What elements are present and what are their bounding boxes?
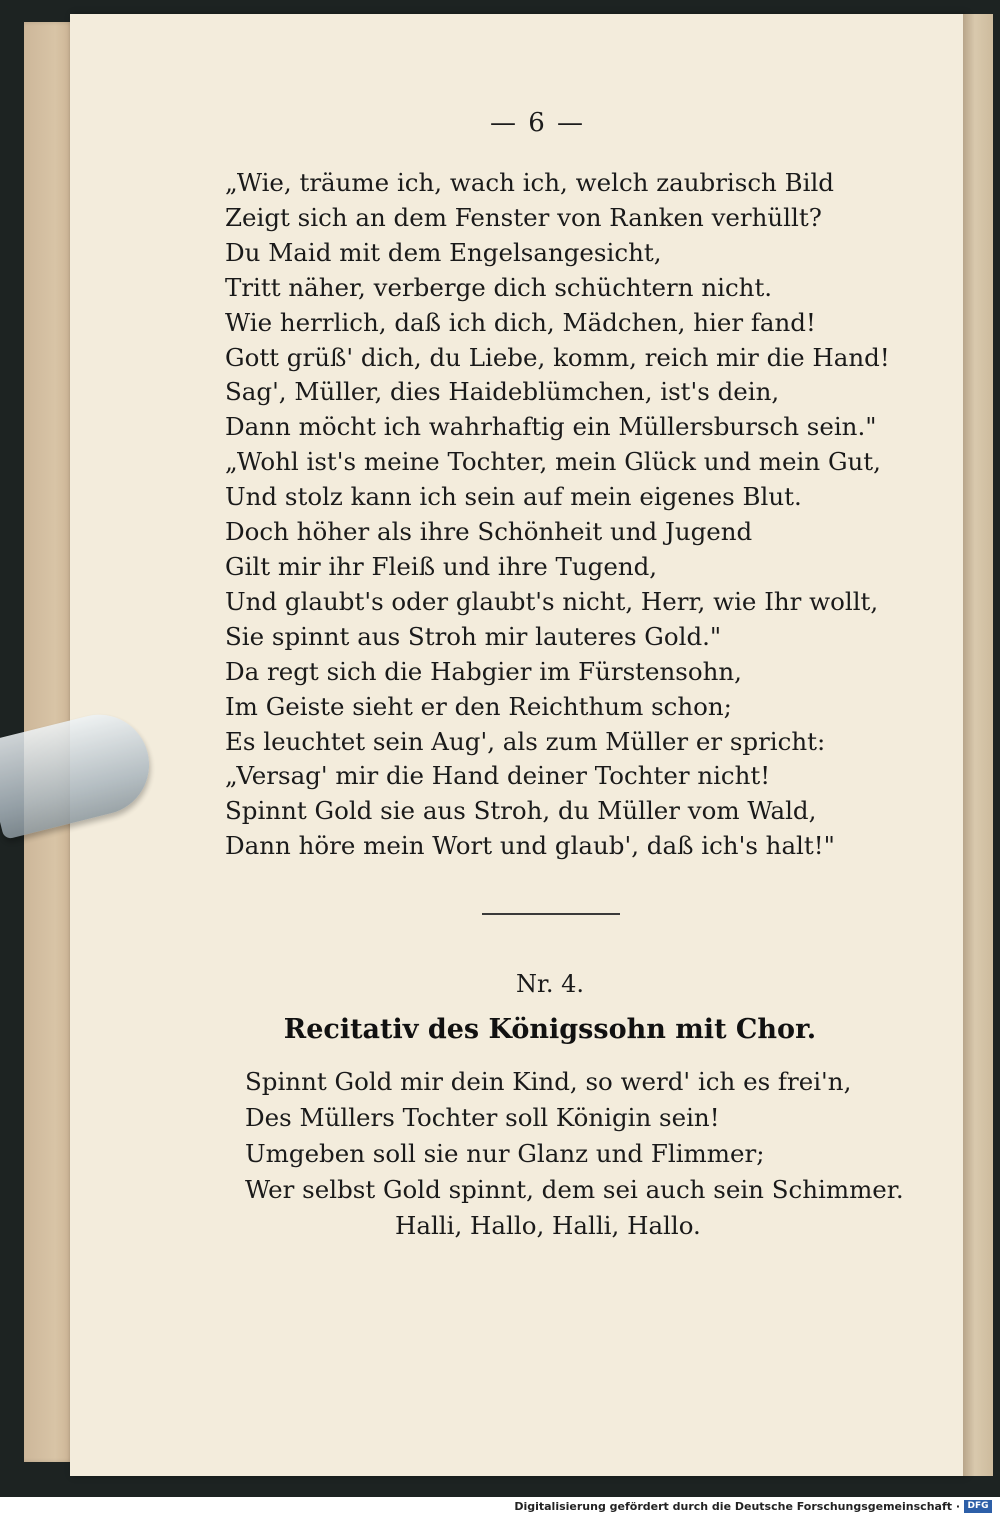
verse-line: Dann höre mein Wort und glaub', daß ich's halt!" [225, 831, 835, 861]
verse-line: Und stolz kann ich sein auf mein eigenes Blut. [225, 482, 802, 512]
verse-line: Es leuchtet sein Aug', als zum Müller er spricht: [225, 726, 826, 756]
section-number: Nr. 4. [516, 970, 584, 998]
chorus-block [245, 1064, 904, 1244]
verse-line: Sag', Müller, dies Haideblümchen, ist's dein, [225, 377, 780, 407]
chorus-line: Umgeben soll sie nur Glanz und Flimmer; [245, 1139, 765, 1168]
section-divider [482, 913, 620, 915]
verse-line: Wie herrlich, daß ich dich, Mädchen, hier fand! [225, 307, 816, 337]
funding-credit: Digitalisierung gefördert durch die Deutsche Forschungsgemeinschaft · [514, 1500, 960, 1513]
verse-line: Dann möcht ich wahrhaftig ein Müllersbursch sein." [225, 412, 877, 442]
verse-line: Da regt sich die Habgier im Fürstensohn, [225, 656, 742, 686]
section-title: Recitativ des Königssohn mit Chor. [283, 1014, 817, 1045]
verse-line: Doch höher als ihre Schönheit und Jugend [225, 517, 753, 547]
verse-line: Spinnt Gold sie aus Stroh, du Müller vom Wald, [225, 796, 817, 826]
verse-line: Sie spinnt aus Stroh mir lauteres Gold." [225, 621, 722, 651]
verse-block [225, 166, 890, 864]
verse-line: Gott grüß' dich, du Liebe, komm, reich mir die Hand! [225, 342, 890, 372]
verse-line: Tritt näher, verberge dich schüchtern nicht. [225, 272, 773, 302]
verse-line: Du Maid mit dem Engelsangesicht, [225, 237, 662, 267]
page-number: — 6 — [489, 108, 586, 138]
chorus-line: Wer selbst Gold spinnt, dem sei auch sein Schimmer. [245, 1175, 904, 1204]
chorus-line: Spinnt Gold mir dein Kind, so werd' ich es frei'n, [245, 1067, 852, 1096]
chorus-line: Des Müllers Tochter soll Königin sein! [245, 1103, 720, 1132]
verse-line: „Wie, träume ich, wach ich, welch zaubrisch Bild [225, 168, 834, 197]
verse-line: „Versag' mir die Hand deiner Tochter nicht! [225, 761, 771, 791]
verse-line: „Wohl ist's meine Tochter, mein Glück und mein Gut, [225, 447, 881, 477]
verse-line: Gilt mir ihr Fleiß und ihre Tugend, [225, 551, 658, 581]
dfg-logo-icon: DFG [964, 1500, 992, 1513]
verse-line: Im Geiste sieht er den Reichthum schon; [225, 691, 732, 721]
page-edge [963, 14, 993, 1476]
verse-line: Und glaubt's oder glaubt's nicht, Herr, wie Ihr wollt, [225, 586, 879, 616]
chorus-refrain: Halli, Hallo, Halli, Hallo. [395, 1211, 701, 1240]
verse-line: Zeigt sich an dem Fenster von Ranken verhüllt? [225, 202, 822, 232]
